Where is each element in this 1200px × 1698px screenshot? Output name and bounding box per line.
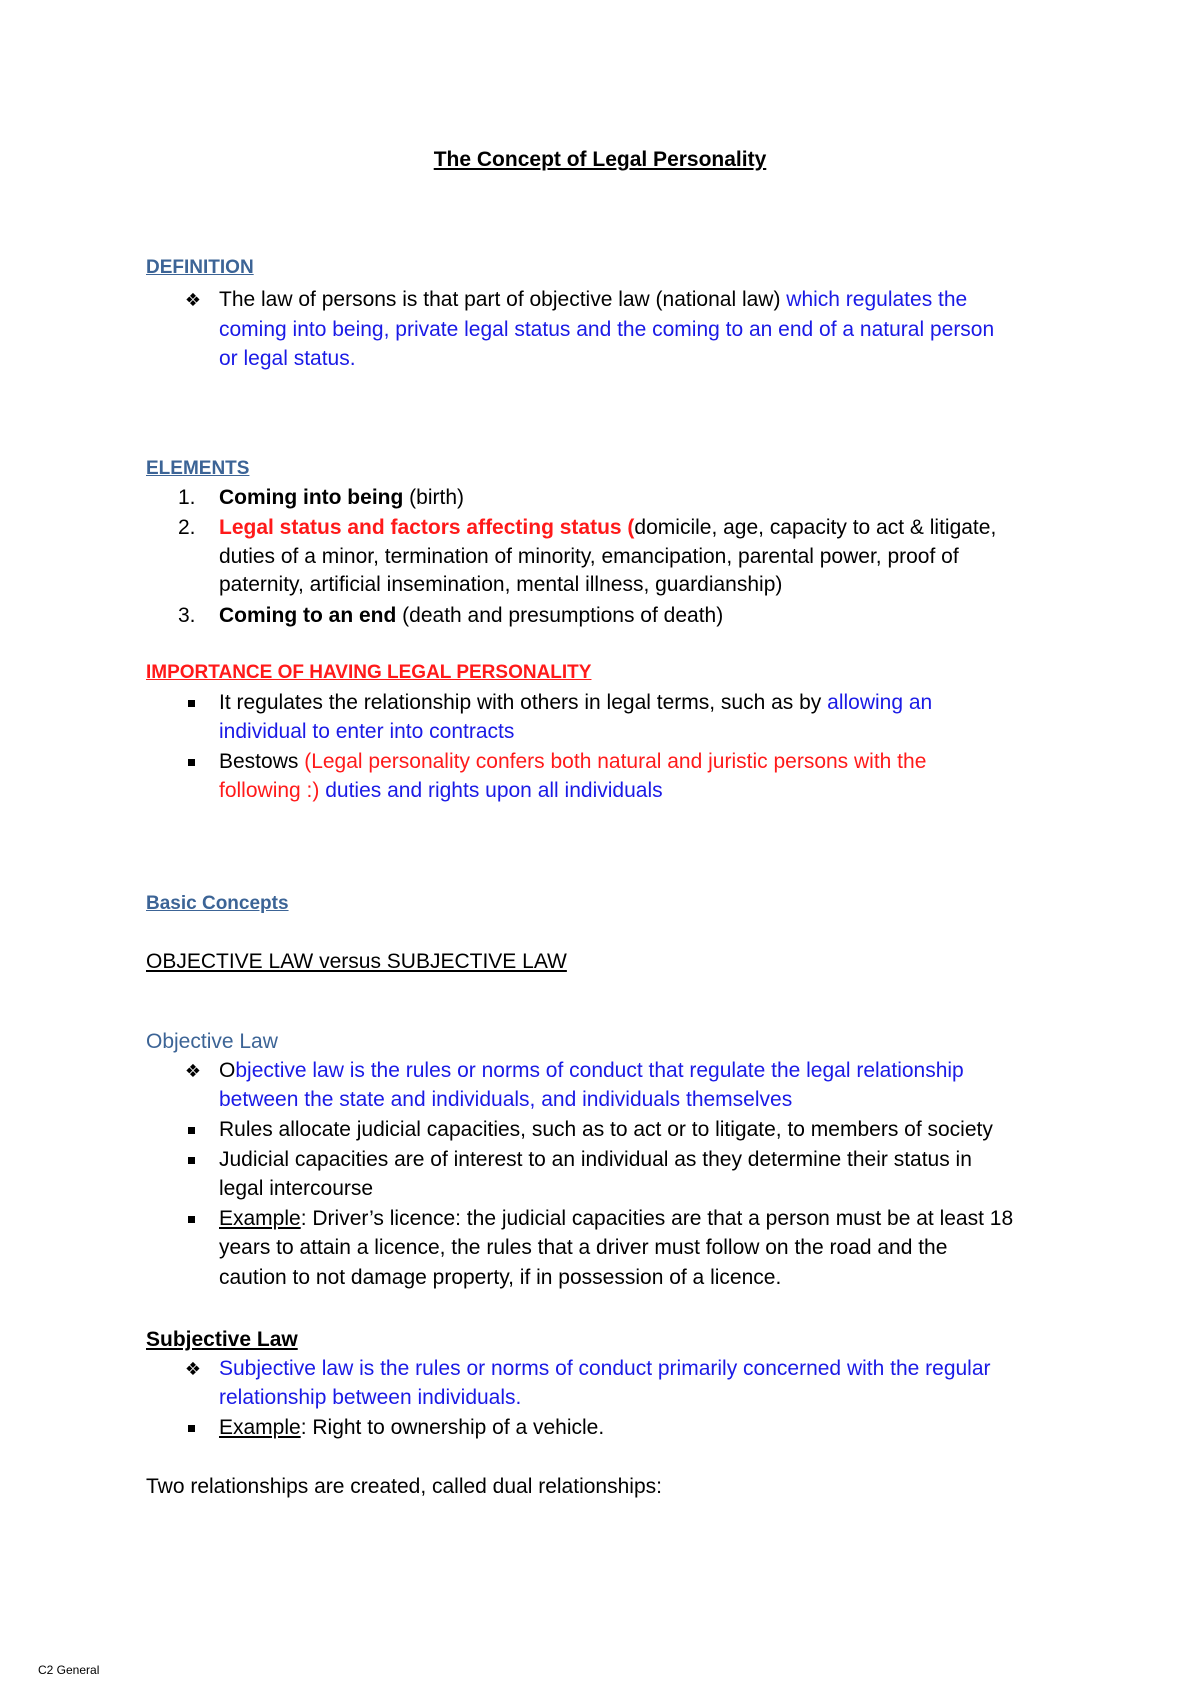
objective-vs-subjective-heading: OBJECTIVE LAW versus SUBJECTIVE LAW — [146, 950, 567, 973]
element-item-3 — [219, 604, 723, 628]
subjective-def-line-1: Subjective law is the rules or norms of conduct primarily concerned with the regular — [219, 1357, 991, 1380]
diamond-bullet-icon: ❖ — [184, 290, 202, 310]
definition-line-2: coming into being, private legal status and the coming to an end of a natural person — [219, 318, 995, 341]
element-rest: domicile, age, capacity to act & litigate, — [634, 516, 997, 539]
importance-highlight: duties and rights upon all individuals — [325, 779, 663, 802]
list-number: 1. — [178, 486, 196, 509]
importance-heading: IMPORTANCE OF HAVING LEGAL PERSONALITY — [146, 662, 592, 683]
objective-bullet-3 — [219, 1207, 1013, 1231]
definition-line-3: or legal status. — [219, 347, 356, 370]
basic-concepts-heading: Basic Concepts — [146, 893, 289, 914]
element-bold: Coming into being — [219, 486, 404, 509]
square-bullet-icon — [188, 1127, 195, 1134]
element-red: Legal status and factors affecting status ( — [219, 516, 635, 539]
list-number: 2. — [178, 516, 196, 539]
example-label: Example — [219, 1416, 301, 1439]
definition-line-1 — [219, 288, 967, 312]
list-number: 3. — [178, 604, 196, 627]
importance-item-2 — [219, 750, 926, 774]
closing-text: Two relationships are created, called dual relationships: — [146, 1475, 662, 1498]
example-text: : Driver’s licence: the judicial capacities are that a person must be at least 18 — [300, 1207, 1014, 1230]
importance-item-1-cont: individual to enter into contracts — [219, 720, 515, 743]
element-item-1 — [219, 486, 464, 510]
importance-highlight: allowing an — [827, 691, 933, 714]
square-bullet-icon — [188, 700, 195, 707]
square-bullet-icon — [188, 1216, 195, 1223]
subjective-bullet-1 — [219, 1416, 604, 1440]
element-item-2-cont-1: duties of a minor, termination of minority, emancipation, parental power, proof of — [219, 545, 959, 568]
element-rest: (birth) — [403, 486, 464, 509]
square-bullet-icon — [188, 1157, 195, 1164]
subjective-def-line-2: relationship between individuals. — [219, 1386, 522, 1409]
element-bold: Coming to an end — [219, 604, 397, 627]
definition-text: The law of persons is that part of objective law (national law) — [219, 288, 787, 311]
example-label: Example — [219, 1207, 301, 1230]
square-bullet-icon — [188, 1425, 195, 1432]
objective-bullet-2: Judicial capacities are of interest to an individual as they determine their status in — [219, 1148, 972, 1171]
objective-def-text: bjective law is the rules or norms of conduct that regulate the legal relationship — [235, 1059, 964, 1082]
subjective-law-heading: Subjective Law — [146, 1328, 298, 1351]
example-text: : Right to ownership of a vehicle. — [300, 1416, 605, 1439]
objective-bullet-2-cont: legal intercourse — [219, 1177, 374, 1200]
square-bullet-icon — [188, 759, 195, 766]
objective-bullet-1: Rules allocate judicial capacities, such as to act or to litigate, to members of society — [219, 1118, 993, 1141]
element-rest: (death and presumptions of death) — [396, 604, 724, 627]
diamond-bullet-icon: ❖ — [184, 1061, 202, 1081]
importance-item-2-cont — [219, 779, 663, 803]
objective-bullet-3-cont-1: years to attain a licence, the rules that a driver must follow on the road and the — [219, 1236, 948, 1259]
definition-heading: DEFINITION — [146, 257, 254, 278]
definition-highlight: which regulates the — [786, 288, 968, 311]
importance-text: It regulates the relationship with others in legal terms, such as by — [219, 691, 828, 714]
importance-red: following :) — [219, 779, 326, 802]
page-title: The Concept of Legal Personality — [433, 148, 767, 171]
element-item-2 — [219, 516, 996, 540]
objective-def-line-1 — [219, 1059, 964, 1083]
objective-bullet-3-cont-2: caution to not damage property, if in possession of a licence. — [219, 1266, 782, 1289]
element-item-2-cont-2: paternity, artificial insemination, mental illness, guardianship) — [219, 573, 783, 596]
objective-law-heading: Objective Law — [146, 1030, 278, 1053]
footer-label: C2 General — [38, 1663, 100, 1677]
importance-item-1 — [219, 691, 932, 715]
importance-red: (Legal personality confers both natural and juristic persons with the — [304, 750, 927, 773]
elements-heading: ELEMENTS — [146, 458, 250, 479]
objective-def-first-char: O — [219, 1059, 236, 1082]
importance-text: Bestows — [219, 750, 305, 773]
objective-def-line-2: between the state and individuals, and individuals themselves — [219, 1088, 793, 1111]
diamond-bullet-icon: ❖ — [184, 1359, 202, 1379]
